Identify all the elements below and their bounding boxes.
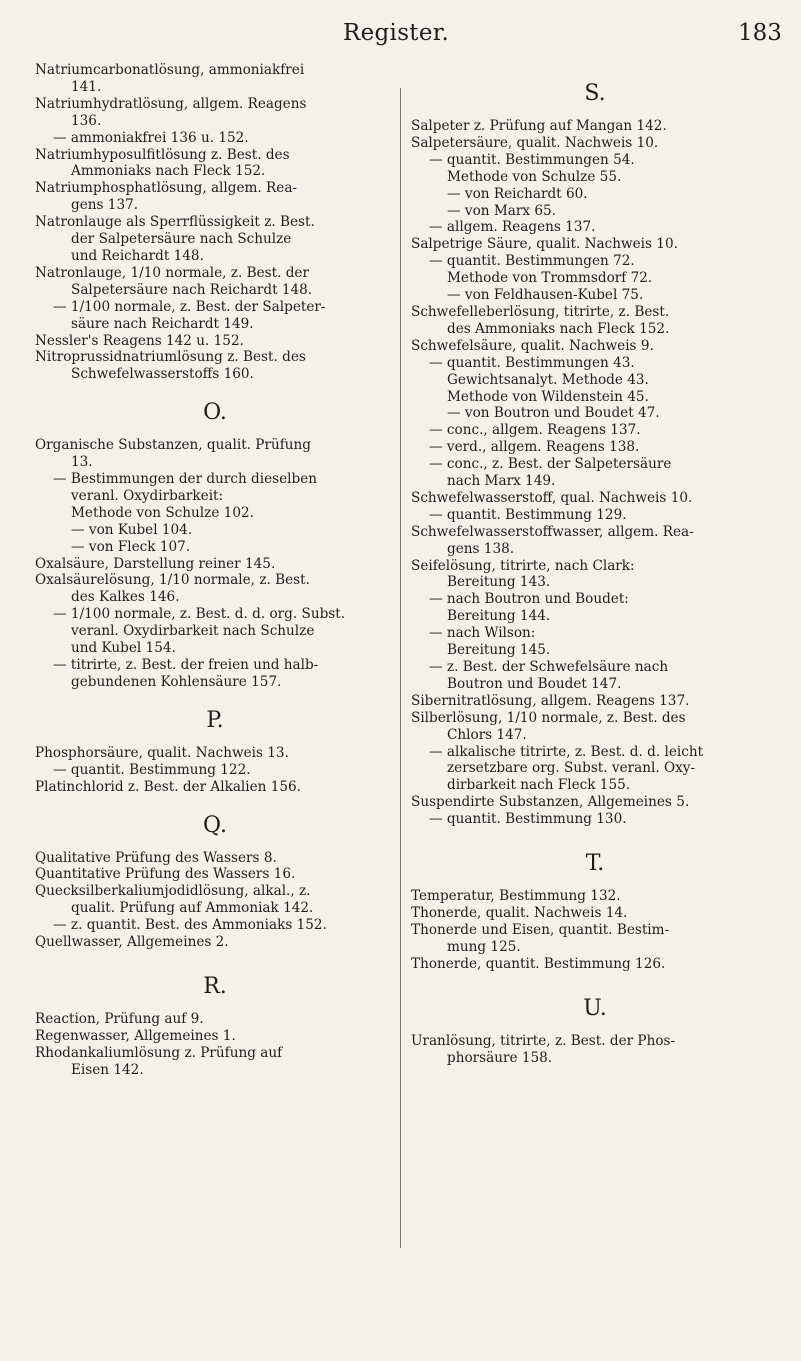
index-entry: Bereitung 144. [447,608,551,625]
section-letter: R. [203,973,227,999]
index-entry: Boutron und Boudet 147. [447,675,622,692]
index-entry: Methode von Schulze 55. [447,168,622,185]
index-entry: Nitroprussidnatriumlösung z. Best. des [35,349,306,366]
index-entry: — verd., allgem. Reagens 138. [429,439,640,456]
running-title: Register. [343,20,450,46]
index-entry: Natriumhydratlösung, allgem. Reagens [35,95,307,112]
index-entry: — 1/100 normale, z. Best. der Salpeter- [53,298,326,315]
index-entry: Eisen 142. [71,1061,144,1078]
index-entry: Methode von Wildenstein 45. [447,388,649,405]
index-entry: Ammoniaks nach Fleck 152. [71,163,266,180]
index-entry: — von Kubel 104. [71,521,193,538]
index-entry: Bereitung 143. [447,574,551,591]
section-letter: T. [585,851,605,877]
index-entry: Nessler's Reagens 142 u. 152. [35,332,244,349]
index-entry: Reaction, Prüfung auf 9. [35,1010,204,1027]
index-entry: — quantit. Bestimmungen 54. [429,151,635,168]
index-entry: Bereitung 145. [447,642,551,659]
index-entry: — von Feldhausen-Kubel 75. [447,287,644,304]
index-entry: Methode von Trommsdorf 72. [447,270,653,287]
index-entry: Schwefelwasserstoffwasser, allgem. Rea- [411,523,694,540]
index-entry: Natriumphosphatlösung, allgem. Rea- [35,180,298,197]
index-entry: — quantit. Bestimmung 129. [429,506,627,523]
index-entry: Phosphorsäure, qualit. Nachweis 13. [35,744,289,761]
index-entry: Salpeter z. Prüfung auf Mangan 142. [411,118,667,134]
index-entry: Salpetersäure, qualit. Nachweis 10. [411,134,659,151]
index-entry: — nach Wilson: [429,625,536,642]
index-entry: — z. Best. der Schwefelsäure nach [429,659,669,675]
index-entry: Qualitative Prüfung des Wassers 8. [35,849,277,866]
index-entry: Natronlauge, 1/10 normale, z. Best. der [35,264,309,281]
index-entry: Uranlösung, titrirte, z. Best. der Phos- [411,1032,676,1049]
index-entry: Natronlauge als Sperrflüssigkeit z. Best. [35,214,315,231]
index-entry: — 1/100 normale, z. Best. d. d. org. Subst. [53,606,346,623]
index-entry: 136. [71,112,102,129]
index-entry: Natriumcarbonatlösung, ammoniakfrei [35,62,305,78]
index-entry: Schwefelwasserstoffs 160. [71,366,254,383]
index-entry: 13. [71,454,93,471]
index-entry: Oxalsäure, Darstellung reiner 145. [35,555,276,572]
index-entry: gens 138. [447,540,515,557]
index-entry: Sibernitratlösung, allgem. Reagens 137. [411,692,690,709]
index-entry: qualit. Prüfung auf Ammoniak 142. [71,900,314,917]
index-entry: 141. [71,78,102,95]
index-entry: Thonerde und Eisen, quantit. Bestim- [411,921,670,938]
index-entry: dirbarkeit nach Fleck 155. [447,777,631,794]
section-letter: O. [203,400,227,426]
index-entry: — nach Boutron und Boudet: [429,591,629,608]
index-entry: — von Fleck 107. [71,538,191,555]
section-letter: Q. [203,812,227,838]
index-entry: des Ammoniaks nach Fleck 152. [447,320,670,337]
index-entry: Schwefelwasserstoff, qual. Nachweis 10. [411,489,693,506]
page-header [0,10,801,50]
index-entry: Quecksilberkaliumjodidlösung, alkal., z. [35,883,311,900]
index-entry: Schwefelleberlösung, titrirte, z. Best. [411,303,670,320]
index-entry: — quantit. Bestimmungen 72. [429,253,635,270]
index-entry: Thonerde, qualit. Nachweis 14. [411,904,628,921]
index-entry: Chlors 147. [447,726,527,743]
right-column [411,62,779,1066]
index-entry: Seifelösung, titrirte, nach Clark: [411,557,635,574]
index-entry: zersetzbare org. Subst. veranl. Oxy- [447,760,696,777]
index-entry: Temperatur, Bestimmung 132. [411,888,621,905]
index-entry: — alkalische titrirte, z. Best. d. d. leicht [429,743,704,760]
index-entry: Quantitative Prüfung des Wassers 16. [35,866,296,883]
index-entry: — titrirte, z. Best. der freien und halb- [53,657,319,673]
index-entry: — ammoniakfrei 136 u. 152. [53,129,249,146]
section-letter: P. [206,707,224,733]
index-entry: Quellwasser, Allgemeines 2. [35,934,229,951]
index-entry: veranl. Oxydirbarkeit: [71,487,224,504]
index-entry: — quantit. Bestimmungen 43. [429,354,635,371]
index-entry: säure nach Reichardt 149. [71,315,254,332]
page-number: 183 [738,20,782,46]
index-entry: der Salpetersäure nach Schulze [71,231,292,248]
index-entry: — conc., allgem. Reagens 137. [429,422,641,439]
index-entry: gebundenen Kohlensäure 157. [71,673,282,690]
index-entry: gens 137. [71,197,139,214]
index-entry: Rhodankaliumlösung z. Prüfung auf [35,1044,283,1061]
section-letter: U. [583,995,607,1021]
index-entry: — quantit. Bestimmung 130. [429,811,627,828]
index-entry: Suspendirte Substanzen, Allgemeines 5. [411,794,690,811]
index-entry: des Kalkes 146. [71,589,180,606]
index-entry: — von Boutron und Boudet 47. [447,405,660,422]
index-entry: und Reichardt 148. [71,247,204,264]
index-entry: Thonerde, quantit. Bestimmung 126. [411,955,666,972]
index-entry: Schwefelsäure, qualit. Nachweis 9. [411,337,654,354]
index-entry: und Kubel 154. [71,640,176,657]
index-entry: — von Reichardt 60. [447,185,588,202]
index-entry: — allgem. Reagens 137. [429,219,596,236]
index-entry: Regenwasser, Allgemeines 1. [35,1027,236,1044]
index-entry: — von Marx 65. [447,202,556,219]
column-divider [400,88,401,1248]
index-entry: Platinchlorid z. Best. der Alkalien 156. [35,778,302,795]
index-entry: phorsäure 158. [447,1049,553,1066]
index-entry: Organische Substanzen, qualit. Prüfung [35,437,311,454]
section-letter: S. [584,81,606,106]
index-entry: Gewichtsanalyt. Methode 43. [447,371,649,388]
index-entry: Salpetrige Säure, qualit. Nachweis 10. [411,236,678,253]
index-entry: nach Marx 149. [447,473,556,490]
index-entry: Oxalsäurelösung, 1/10 normale, z. Best. [35,572,310,589]
index-entry: — z. quantit. Best. des Ammoniaks 152. [53,917,327,934]
index-entry: Silberlösung, 1/10 normale, z. Best. des [411,709,686,726]
index-entry: Natriumhyposulfitlösung z. Best. des [35,146,290,163]
index-entry: mung 125. [447,938,521,955]
index-entry: — Bestimmungen der durch dieselben [53,471,318,488]
index-entry: — conc., z. Best. der Salpetersäure [429,456,672,473]
index-entry: veranl. Oxydirbarkeit nach Schulze [71,623,315,640]
index-entry: — quantit. Bestimmung 122. [53,761,251,778]
index-entry: Methode von Schulze 102. [71,504,254,521]
index-entry: Salpetersäure nach Reichardt 148. [71,281,313,298]
left-column [35,62,395,1079]
